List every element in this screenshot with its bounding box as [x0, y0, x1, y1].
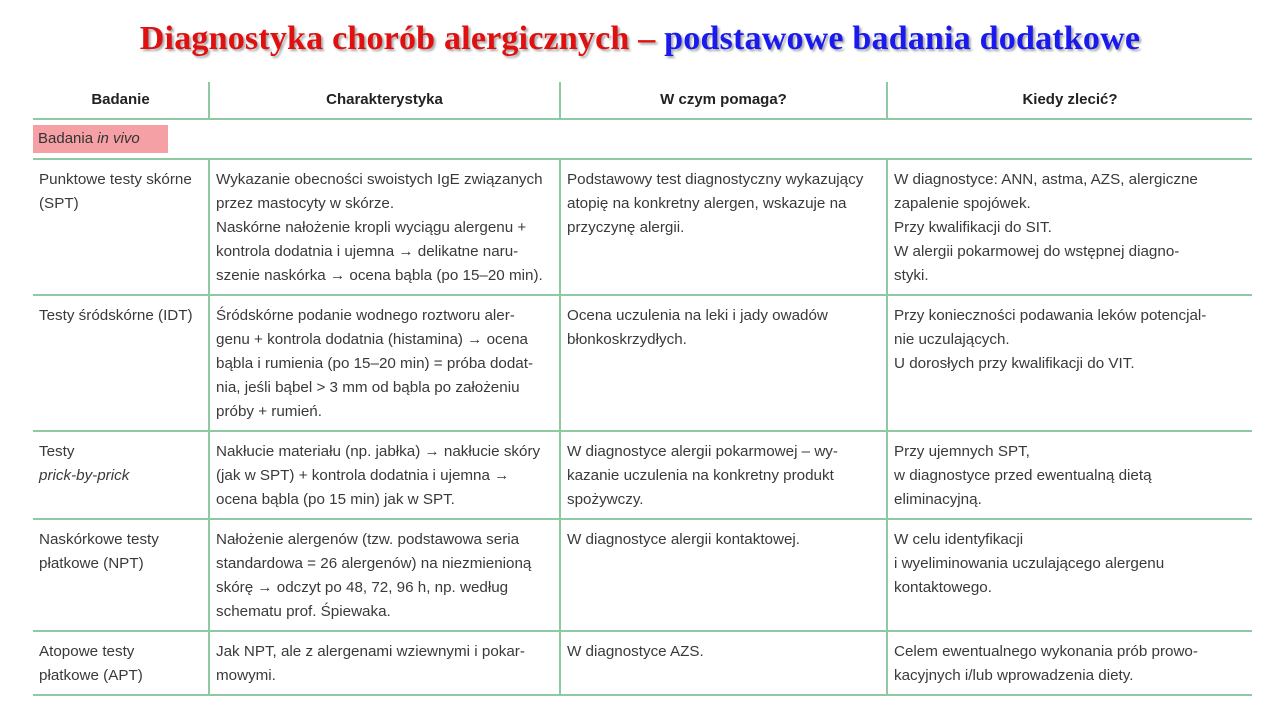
cell-test: [33, 159, 209, 295]
cell-when: [887, 159, 1252, 295]
text-line: kazanie uczulenia na konkretny produkt: [567, 467, 834, 484]
cell-helps: [560, 519, 887, 631]
section-prefix: Badania: [38, 130, 98, 147]
cell-helps: [560, 431, 887, 519]
header-characteristics: Charakterystyka: [209, 82, 560, 119]
text-line: i wyeliminowania uczulającego alergenu: [894, 555, 1165, 572]
diagnostics-table: [33, 82, 1252, 696]
text-line: Śródskórne podanie wodnego roztworu aler-: [216, 307, 515, 324]
text-line: próby + rumień.: [216, 403, 322, 420]
cell-when: [887, 519, 1252, 631]
header-helps: W czym pomaga?: [560, 82, 887, 119]
test-name-line: Atopowe testy: [39, 643, 135, 660]
section-italic: in vivo: [97, 130, 140, 147]
text-line: błonkoskrzydłych.: [567, 331, 687, 348]
text-line: standardowa = 26 alergenów) na niezmienioną: [216, 555, 532, 572]
cell-test: [33, 295, 209, 431]
test-name-line: Testy śródskórne (IDT): [39, 307, 193, 324]
text-line: przyczynę alergii.: [567, 219, 685, 236]
text-line: kacyjnych i/lub wprowadzenia diety.: [894, 667, 1134, 684]
text-line: Nakłucie materiału (np. jabłka) → nakłucie skóry: [216, 443, 541, 460]
cell-helps: [560, 159, 887, 295]
slide-title: [0, 20, 1280, 58]
text-line: atopię na konkretny alergen, wskazuje na: [567, 195, 847, 212]
text-line: szenie naskórka → ocena bąbla (po 15–20 min).: [216, 267, 543, 284]
text-line: W diagnostyce alergii pokarmowej – wy-: [567, 443, 838, 460]
table-row: [33, 519, 1252, 631]
text-line: Ocena uczulenia na leki i jady owadów: [567, 307, 828, 324]
header-test: Badanie: [33, 82, 209, 119]
cell-when: [887, 431, 1252, 519]
cell-helps: [560, 631, 887, 695]
text-line: (jak w SPT) + kontrola dodatnia i ujemna →: [216, 467, 510, 484]
text-line: Naskórne nałożenie kropli wyciągu alergenu +: [216, 219, 527, 236]
test-name-line: Testy: [39, 443, 75, 460]
test-name-line: Naskórkowe testy: [39, 531, 159, 548]
table-row: [33, 295, 1252, 431]
text-line: w diagnostyce przed ewentualną dietą: [894, 467, 1152, 484]
text-line: W alergii pokarmowej do wstępnej diagno-: [894, 243, 1180, 260]
test-name-line: Punktowe testy skórne: [39, 171, 192, 188]
test-name-line: prick-by-prick: [39, 467, 130, 484]
text-line: styki.: [894, 267, 929, 284]
cell-characteristics: [209, 519, 560, 631]
cell-characteristics: [209, 431, 560, 519]
table-header-row: [33, 82, 1252, 119]
text-line: spożywczy.: [567, 491, 644, 508]
section-row: [33, 119, 1252, 159]
cell-when: [887, 295, 1252, 431]
text-line: skórę → odczyt po 48, 72, 96 h, np. według: [216, 579, 509, 596]
text-line: Nałożenie alergenów (tzw. podstawowa seria: [216, 531, 520, 548]
text-line: genu + kontrola dodatnia (histamina) → ocena: [216, 331, 528, 348]
text-line: zapalenie spojówek.: [894, 195, 1031, 212]
table-row: [33, 159, 1252, 295]
text-line: nia, jeśli bąbel > 3 mm od bąbla po założeniu: [216, 379, 520, 396]
cell-when: [887, 631, 1252, 695]
text-line: kontaktowego.: [894, 579, 992, 596]
text-line: W diagnostyce: ANN, astma, AZS, alergiczne: [894, 171, 1198, 188]
text-line: schematu prof. Śpiewaka.: [216, 603, 391, 620]
title-red-part: Diagnostyka chorób alergicznych –: [139, 20, 656, 57]
text-line: bąbla i rumienia (po 15–20 min) = próba dodat-: [216, 355, 534, 372]
text-line: eliminacyjną.: [894, 491, 982, 508]
cell-helps: [560, 295, 887, 431]
cell-characteristics: [209, 159, 560, 295]
text-line: Przy ujemnych SPT,: [894, 443, 1030, 460]
cell-test: [33, 631, 209, 695]
text-line: kontrola dodatnia i ujemna → delikatne naru-: [216, 243, 519, 260]
test-name-line: (SPT): [39, 195, 79, 212]
text-line: W diagnostyce AZS.: [567, 643, 704, 660]
diagnostics-table-container: [33, 82, 1252, 696]
section-badge-in-vivo: [33, 125, 168, 153]
text-line: Jak NPT, ale z alergenami wziewnymi i pokar-: [216, 643, 525, 660]
title-blue-part: podstawowe badania dodatkowe: [664, 20, 1141, 57]
text-line: mowymi.: [216, 667, 276, 684]
cell-characteristics: [209, 295, 560, 431]
table-row: [33, 431, 1252, 519]
text-line: nie uczulających.: [894, 331, 1010, 348]
header-when: Kiedy zlecić?: [887, 82, 1252, 119]
text-line: ocena bąbla (po 15 min) jak w SPT.: [216, 491, 455, 508]
cell-characteristics: [209, 631, 560, 695]
cell-test: [33, 519, 209, 631]
test-name-line: płatkowe (NPT): [39, 555, 144, 572]
text-line: U dorosłych przy kwalifikacji do VIT.: [894, 355, 1135, 372]
text-line: Podstawowy test diagnostyczny wykazujący: [567, 171, 864, 188]
test-name-line: płatkowe (APT): [39, 667, 143, 684]
table-row: [33, 631, 1252, 695]
cell-test: [33, 431, 209, 519]
text-line: przez mastocyty w skórze.: [216, 195, 395, 212]
text-line: Celem ewentualnego wykonania prób prowo-: [894, 643, 1198, 660]
text-line: Przy kwalifikacji do SIT.: [894, 219, 1052, 236]
text-line: Przy konieczności podawania leków potencjal-: [894, 307, 1207, 324]
text-line: W diagnostyce alergii kontaktowej.: [567, 531, 800, 548]
text-line: W celu identyfikacji: [894, 531, 1024, 548]
text-line: Wykazanie obecności swoistych IgE związanych: [216, 171, 543, 188]
